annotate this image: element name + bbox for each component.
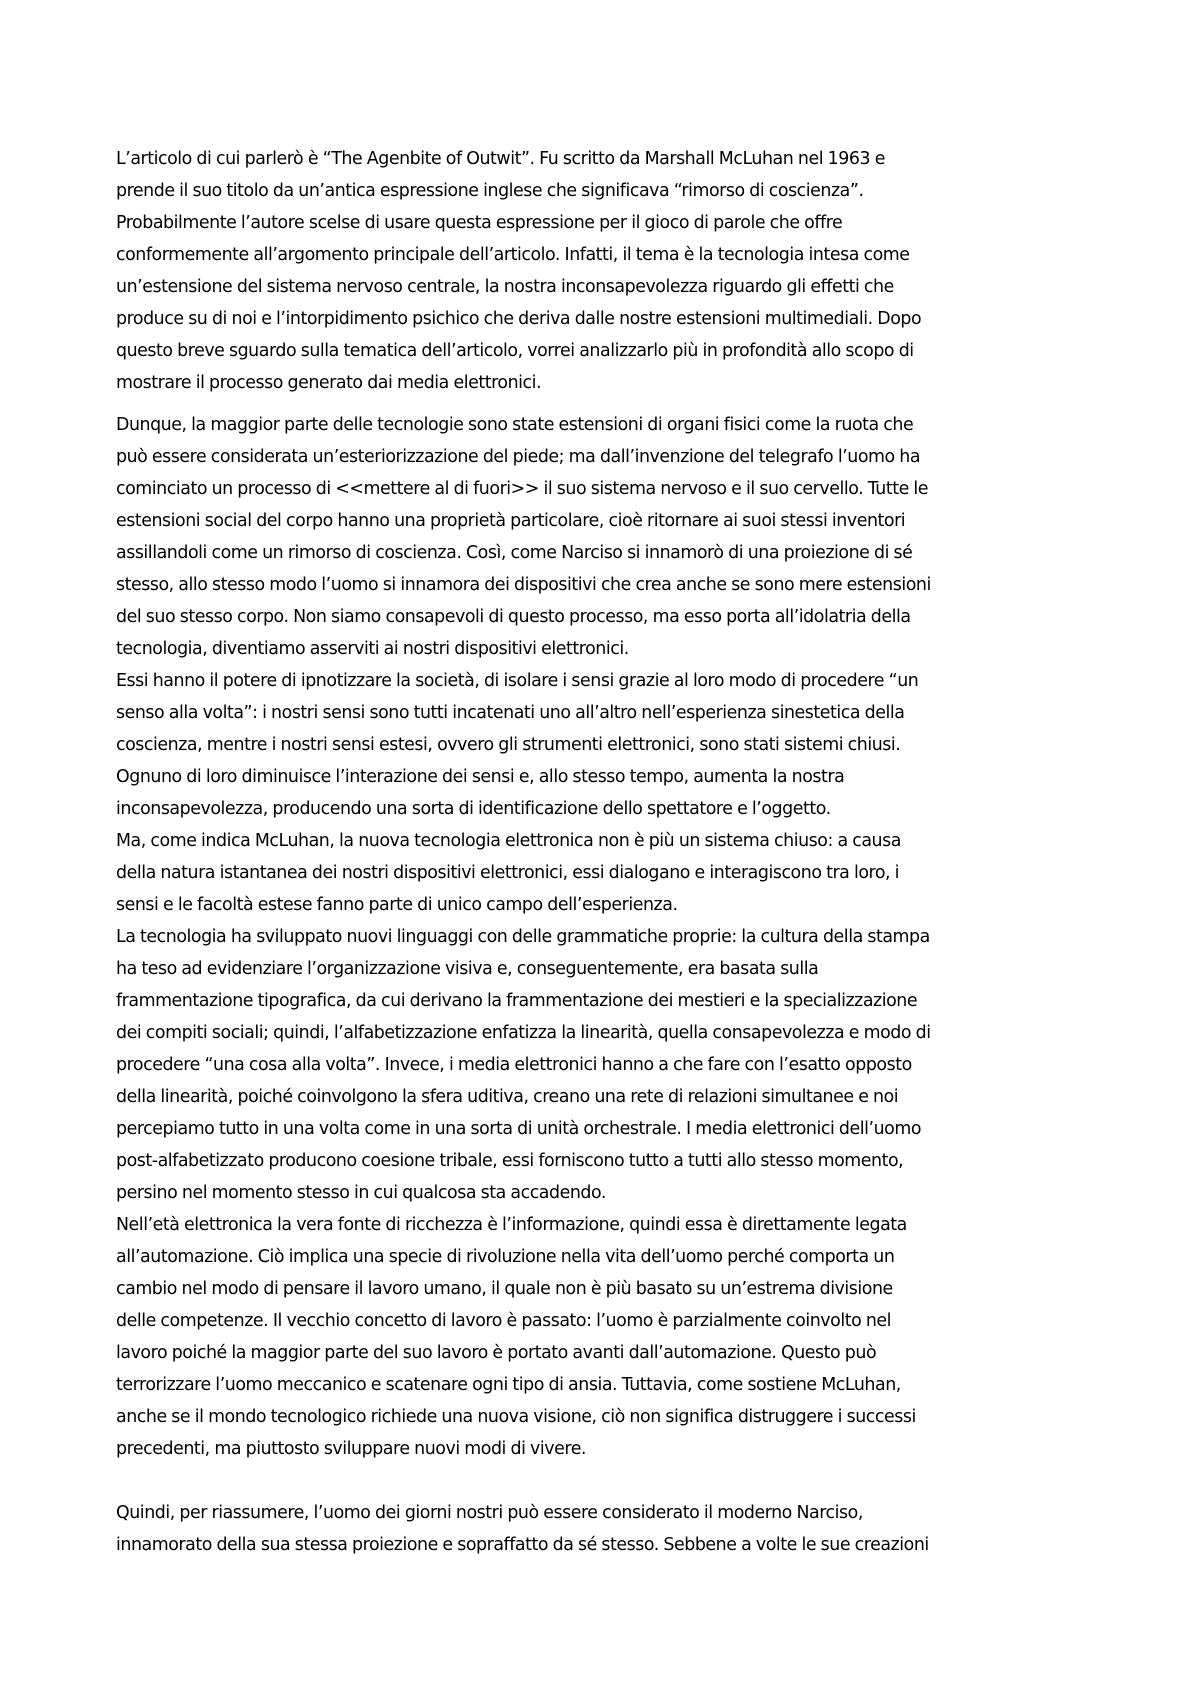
text-line: prende il suo titolo da un’antica espressione inglese che significava “rimorso di coscienza”. <box>116 181 864 201</box>
text-line: all’automazione. Ciò implica una specie di rivoluzione nella vita dell’uomo perché comporta un <box>116 1247 895 1267</box>
text-line: coscienza, mentre i nostri sensi estesi, ovvero gli strumenti elettronici, sono stati sistemi chiusi. <box>116 735 901 755</box>
text-line: terrorizzare l’uomo meccanico e scatenare ogni tipo di ansia. Tuttavia, come sostiene McLuhan, <box>116 1375 901 1395</box>
text-line: ha teso ad evidenziare l’organizzazione visiva e, conseguentemente, era basata sulla <box>116 959 819 979</box>
text-line: anche se il mondo tecnologico richiede una nuova visione, ciò non significa distruggere i successi <box>116 1407 916 1427</box>
paragraph-spacing <box>116 399 1096 409</box>
text-line: Ognuno di loro diminuisce l’interazione dei sensi e, allo stesso tempo, aumenta la nostra <box>116 767 845 787</box>
text-line: senso alla volta”: i nostri sensi sono tutti incatenati uno all’altro nell’esperienza sinestetica della <box>116 703 905 723</box>
text-line: precedenti, ma piuttosto sviluppare nuovi modi di vivere. <box>116 1439 587 1459</box>
text-line: sensi e le facoltà estese fanno parte di unico campo dell’esperienza. <box>116 895 678 915</box>
empty-line <box>116 1465 1096 1497</box>
text-line: delle competenze. Il vecchio concetto di lavoro è passato: l’uomo è parzialmente coinvolto nel <box>116 1311 892 1331</box>
text-line: cambio nel modo di pensare il lavoro umano, il quale non è più basato su un’estrema divisione <box>116 1279 893 1299</box>
text-line: Probabilmente l’autore scelse di usare questa espressione per il gioco di parole che offre <box>116 213 843 233</box>
text-line: lavoro poiché la maggior parte del suo lavoro è portato avanti dall’automazione. Questo può <box>116 1343 877 1363</box>
text-line: post-alfabetizzato producono coesione tribale, essi forniscono tutto a tutti allo stesso momento, <box>116 1151 904 1171</box>
text-line: inconsapevolezza, producendo una sorta di identificazione dello spettatore e l’oggetto. <box>116 799 831 819</box>
text-line: cominciato un processo di <<mettere al di fuori>> il suo sistema nervoso e il suo cervello. Tutte le <box>116 479 929 499</box>
text-line: Quindi, per riassumere, l’uomo dei giorni nostri può essere considerato il moderno Narciso, <box>116 1503 863 1523</box>
text-line: tecnologia, diventiamo asserviti ai nostri dispositivi elettronici. <box>116 639 629 659</box>
text-line: dei compiti sociali; quindi, l’alfabetizzazione enfatizza la linearità, quella consapevolezza e modo di <box>116 1023 931 1043</box>
text-line: estensioni social del corpo hanno una proprietà particolare, cioè ritornare ai suoi stessi inventori <box>116 511 906 531</box>
text-line: conformemente all’argomento principale dell’articolo. Infatti, il tema è la tecnologia intesa come <box>116 245 910 265</box>
text-line: Dunque, la maggior parte delle tecnologie sono state estensioni di organi fisici come la ruota che <box>116 415 914 435</box>
text-line: frammentazione tipografica, da cui derivano la frammentazione dei mestieri e la specializzazione <box>116 991 918 1011</box>
paragraph-3 <box>116 1497 1096 1561</box>
text-line: del suo stesso corpo. Non siamo consapevoli di questo processo, ma esso porta all’idolatria della <box>116 607 911 627</box>
text-line: della linearità, poiché coinvolgono la sfera uditiva, creano una rete di relazioni simultanee e noi <box>116 1087 899 1107</box>
text-line: percepiamo tutto in una volta come in una sorta di unità orchestrale. I media elettronici dell’uomo <box>116 1119 922 1139</box>
text-line: produce su di noi e l’intorpidimento psichico che deriva dalle nostre estensioni multimediali. Dopo <box>116 309 922 329</box>
text-line: Ma, come indica McLuhan, la nuova tecnologia elettronica non è più un sistema chiuso: a causa <box>116 831 901 851</box>
text-line: della natura istantanea dei nostri dispositivi elettronici, essi dialogano e interagiscono tra loro, i <box>116 863 900 883</box>
text-line: un’estensione del sistema nervoso centrale, la nostra inconsapevolezza riguardo gli effetti che <box>116 277 894 297</box>
text-line: Nell’età elettronica la vera fonte di ricchezza è l’informazione, quindi essa è direttamente legata <box>116 1215 907 1235</box>
text-line: mostrare il processo generato dai media elettronici. <box>116 373 542 393</box>
text-line: stesso, allo stesso modo l’uomo si innamora dei dispositivi che crea anche se sono mere estensioni <box>116 575 931 595</box>
text-line: può essere considerata un’esteriorizzazione del piede; ma dall’invenzione del telegrafo l’uomo ha <box>116 447 921 467</box>
paragraph-2 <box>116 409 1096 1465</box>
text-line: innamorato della sua stessa proiezione e sopraffatto da sé stesso. Sebbene a volte le sue creazioni <box>116 1535 929 1555</box>
document-body <box>116 143 1096 1561</box>
paragraph-1 <box>116 143 1096 399</box>
text-line: Essi hanno il potere di ipnotizzare la società, di isolare i sensi grazie al loro modo di procedere “un <box>116 671 919 691</box>
text-line: assillandoli come un rimorso di coscienza. Così, come Narciso si innamorò di una proiezione di sé <box>116 543 913 563</box>
text-line: procedere “una cosa alla volta”. Invece, i media elettronici hanno a che fare con l’esatto opposto <box>116 1055 912 1075</box>
text-line: persino nel momento stesso in cui qualcosa sta accadendo. <box>116 1183 606 1203</box>
text-line: questo breve sguardo sulla tematica dell’articolo, vorrei analizzarlo più in profondità allo scopo di <box>116 341 914 361</box>
text-line: La tecnologia ha sviluppato nuovi linguaggi con delle grammatiche proprie: la cultura della stampa <box>116 927 930 947</box>
text-line: L’articolo di cui parlerò è “The Agenbite of Outwit”. Fu scritto da Marshall McLuhan nel 1963 e <box>116 149 885 169</box>
